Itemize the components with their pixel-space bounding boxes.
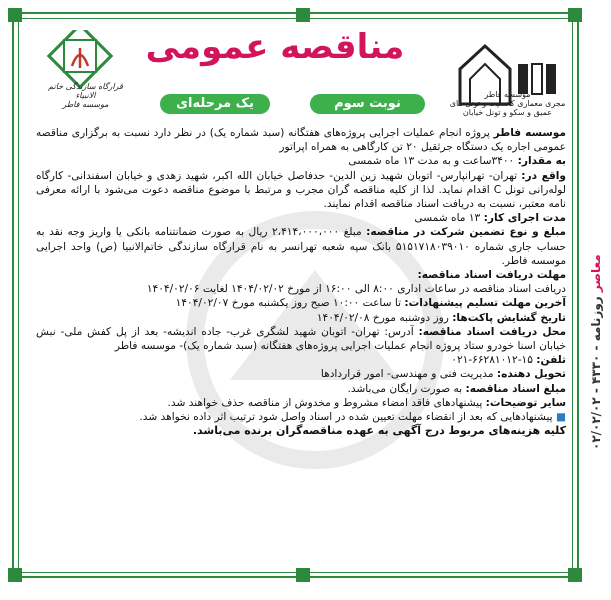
phone-text: ۱۵-۶۶۲۸۱۰۱۲-۰۲۱ — [451, 354, 533, 367]
receive-text: دریافت اسناد مناقصه در ساعات اداری ۸:۰۰ الی ۱۶:۰۰ از مورخ ۱۴۰۴/۰۲/۰۲ لغایت ۱۴۰۴/۰۲/۰۶ — [146, 283, 566, 296]
deliver-text: مدیریت فنی و مهندسی- امور قراردادها — [320, 368, 497, 381]
late-text: پیشنهادهایی که بعد از انقضاء مهلت تعیین شده در اسناد واصل شود ترتیب اثر داده نخواهد شد. — [139, 411, 553, 424]
deliver-key: تحویل دهنده: — [496, 368, 566, 381]
receive-para — [36, 268, 566, 282]
corner-mark — [8, 568, 22, 582]
duration-text: ۱۳ ماه شمسی — [414, 212, 484, 225]
location-text: تهران- تهرانپارس- اتوبان شهید زین الدین- حدفاصل خیابان الله اکبر، شهید زهدی و خیابان اسفندانی- کارگاه لوله‌رانی تونل C اقدام نماید. لذا از کلیه مناقصه گران مجرب و مرتبط با موضوع مناقصه دعوت می‌شود با ارائه معرفی نامه معتبر، نسبت به دریافت اسناد مناقصه اقدام نمایند. — [36, 169, 567, 211]
receive-line — [36, 282, 566, 296]
amount-para — [36, 154, 566, 168]
amount-key: به مقدار: — [517, 155, 566, 168]
price-para — [36, 382, 566, 396]
edge-mark — [296, 8, 310, 22]
duration-key: مدت اجرای کار: — [483, 212, 566, 225]
receive-key: مهلت دریافت اسناد مناقصه: — [417, 269, 566, 282]
side-meta: ۰۲/۰۲/۰۲ - ۴۳۳۰ - — [589, 345, 603, 450]
intro-text: پروژه انجام عملیات اجرایی پروژه‌های هفتگانه (سبد شماره یک) در نظر دارد نسبت به برگزاری مناقصه عمومی اجاره یک دستگاه جرثقیل ۲۰ تن کارگاهی به همراه اپراتور — [36, 127, 566, 154]
open-para — [36, 311, 566, 325]
submit-text: تا ساعت ۱۰:۰۰ صبح روز یکشنبه مورخ ۱۴۰۴/۰۲/۰۷ — [175, 297, 405, 310]
guarantee-key: مبلغ و نوع تضمین شرکت در مناقصه: — [366, 226, 566, 239]
late-para — [36, 410, 566, 424]
org-caption: موسسه فاطر مجری معماری کانسپت و تونل های عمیق و سکو و تونل خیابان — [449, 90, 566, 117]
place-text: آدرس: تهران- اتوبان شهید لشگری غرب- جاده اندیشه- بعد از پل کفش ملی- نبش خیابان اسنا خودرو ستاد پروژه انجام عملیات اجرایی پروژه‌های هفتگانه (سبد شماره یک)- موسسه فاطر — [36, 325, 566, 353]
other-key: سایر توضیحات: — [485, 396, 566, 409]
price-text: به صورت رایگان می‌باشد. — [347, 382, 466, 395]
deliver-para — [36, 367, 566, 381]
newspaper-side-label — [589, 150, 603, 450]
stage-badge: یک مرحله‌ای — [160, 94, 270, 114]
tender-body — [36, 126, 566, 438]
edge-mark — [296, 568, 310, 582]
intro-para — [36, 126, 566, 154]
signature-caption: قرارگاه سازندگی خاتم الانبیاء موسسه فاطر — [48, 82, 123, 109]
side-brand: معاصر — [589, 254, 603, 293]
bullet-icon: ■ — [555, 411, 566, 424]
side-label: روزنامه — [589, 296, 603, 342]
location-key: واقع در: — [521, 169, 566, 182]
amount-text: ۳۴۰۰ساعت و به مدت ۱۳ ماه شمسی — [348, 155, 518, 168]
phone-key: تلفن: — [536, 354, 566, 367]
submit-para — [36, 296, 566, 310]
other-para — [36, 396, 566, 410]
phone-para — [36, 353, 566, 367]
duration-para — [36, 211, 566, 225]
place-para — [36, 325, 566, 353]
location-para — [36, 169, 566, 212]
open-text: روز دوشنبه مورخ ۱۴۰۴/۰۲/۰۸ — [316, 311, 453, 324]
price-key: مبلغ اسناد مناقصه: — [465, 382, 566, 395]
final-note: کلیه هزینه‌های مربوط درج آگهی به عهده مناقصه‌گران برنده می‌باشد. — [192, 424, 566, 438]
other-text: پیشنهادهای فاقد امضاء مشروط و مخدوش از مناقصه حذف خواهند شد. — [167, 396, 486, 409]
round-badge: نوبت سوم — [310, 94, 425, 114]
place-key: محل دریافت اسناد مناقصه: — [418, 325, 566, 338]
corner-mark — [568, 568, 582, 582]
corner-mark — [8, 8, 22, 22]
page-title: مناقصه عمومی — [145, 27, 405, 67]
guarantee-text: مبلغ ۲،۴۱۴،۰۰۰،۰۰۰ ریال به صورت ضمانتنامه بانکی یا واریز وجه نقد به حساب جاری شماره ۵۱۵۱۷۱۸۰۳۹۰۱۰ بانک سپه شعبه تهرانسر به نام قرارگاه سازندگی خاتم‌الانبیا (ص) واحد اجرایی موسسه فاطر. — [36, 226, 566, 267]
corner-mark — [568, 8, 582, 22]
intro-key: موسسه فاطر — [493, 127, 566, 139]
guarantee-para — [36, 225, 566, 268]
submit-key: آخرین مهلت تسلیم پیشنهادات: — [404, 297, 566, 310]
open-key: تاریخ گشایش پاکت‌ها: — [452, 311, 566, 324]
